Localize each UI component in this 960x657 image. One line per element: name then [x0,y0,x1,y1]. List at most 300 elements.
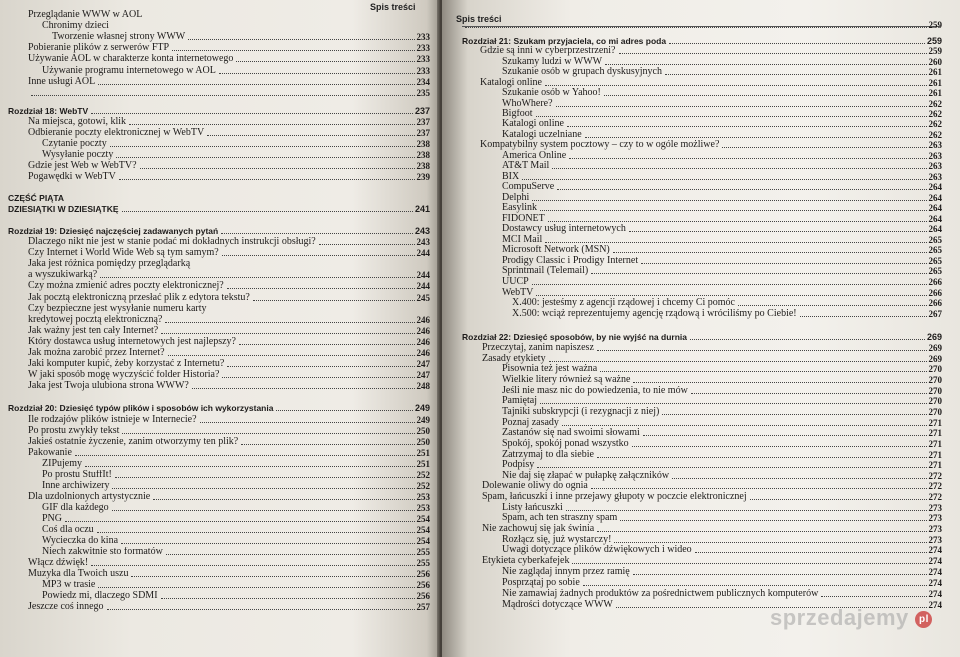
toc-entry [42,66,430,77]
entry-title: Pogawędki w WebTV [28,172,116,182]
dot-leader [585,130,927,138]
dot-leader [537,460,926,468]
entry-title: Czy Internet i World Wide Web są tym samym? [28,248,219,258]
entry-title: Jaka jest Twoja ulubiona strona WWW? [28,381,189,391]
toc-entry [502,88,942,99]
page-number: 241 [414,204,430,214]
page-number: 262 [928,130,942,140]
toc-entry [502,119,942,130]
dot-leader [98,77,414,85]
page-number: 270 [928,364,942,374]
entry-title: UUCP [502,277,529,287]
entry-title: Inne archiwizery [42,481,110,491]
entry-title: Po prostu StuffIt! [42,470,112,480]
entry-title: Katalogi online [480,78,542,88]
dot-leader [165,315,414,323]
dot-leader [200,415,415,423]
dot-leader [532,193,926,201]
entry-title: Szukamy ludzi w WWW [502,57,603,67]
dot-leader [545,235,926,243]
page-number: 265 [928,266,942,276]
entry-title: BIX [502,172,520,182]
left-page [0,0,440,657]
toc-entry [42,481,430,492]
toc-entry [42,514,430,525]
page-number: 270 [928,396,942,406]
page-number: 239 [416,172,430,182]
entry-title: Tajniki subskrypcji (i rezygnacji z niej) [502,407,660,417]
page-number: 264 [928,182,942,192]
entry-title: Zasady etykiety [482,354,546,364]
entry-title: kredytowej pocztą elektroniczną? [28,315,163,325]
toc-entry [502,364,942,375]
toc-entry [28,43,430,54]
dot-leader [31,88,415,96]
entry-title: Dla uzdolnionych artystycznie [28,492,151,502]
entry-title: Spam, łańcuszki i inne przejawy głupoty w poczcie elektronicznej [482,492,747,502]
dot-leader [221,226,413,234]
toc-entry [28,237,430,248]
dot-leader [110,139,415,147]
page-number: 269 [928,354,942,364]
page-number: 273 [928,513,942,523]
watermark-text: sprzedajemy [770,605,909,630]
dot-leader [115,470,415,478]
toc-entry [502,578,942,589]
page-number: 262 [928,119,942,129]
page-number: 250 [416,437,430,447]
dot-leader [227,281,415,289]
dot-leader [222,248,415,256]
page-number: 263 [928,172,942,182]
dot-leader [192,381,415,389]
entry-title: GIF dla każdego [42,503,109,513]
toc-entry [42,503,430,514]
dot-leader [672,471,926,479]
dot-leader [522,172,926,180]
entry-title: Uwagi dotyczące plików dźwiękowych i wideo [502,545,692,555]
page-number: 259 [928,46,942,56]
entry-title: Jeszcze coś innego [28,602,104,612]
toc-entry [502,439,942,450]
toc-entry [28,172,430,183]
toc-entry [502,203,942,214]
entry-title: MP3 w trasie [42,580,96,590]
watermark [770,605,932,631]
dot-leader [545,78,927,86]
dot-leader [641,256,926,264]
dot-leader [738,298,927,306]
page-number: 266 [928,288,942,298]
dot-leader [750,492,927,500]
entry-title: Dlaczego nikt nie jest w stanie podać mi dokładnych instrukcji obsługi? [28,237,316,247]
dot-leader [85,459,415,467]
entry-title: Bigfoot [502,109,533,119]
dot-leader [620,513,926,521]
entry-title: Prodigy Classic i Prodigy Internet [502,256,639,266]
page-number: 259 [926,36,942,46]
dot-leader [566,503,927,511]
page-number: 272 [928,492,942,502]
page-number: 237 [414,106,430,116]
page-number: 261 [928,88,942,98]
entry-title: Easylink [502,203,537,213]
page-number: 274 [928,578,942,588]
dot-leader [188,32,414,40]
page-number: 271 [928,450,942,460]
entry-title: Jaka jest różnica pomiędzy przeglądarką [28,259,191,269]
page-number: 238 [416,161,430,171]
dot-leader [122,426,414,434]
entry-title: Etykieta cyberkafejek [482,556,570,566]
dot-leader [591,481,927,489]
toc-entry [502,277,942,288]
dot-leader [227,359,414,367]
toc-entry [42,139,430,150]
toc-entry [28,270,430,281]
page-number: 251 [416,459,430,469]
page-number: 263 [928,140,942,150]
page-number: 274 [928,589,942,599]
entry-title: Gdzie są inni w cyberprzestrzeni? [480,46,616,56]
page-number: 273 [928,535,942,545]
toc-entry [482,556,942,567]
page-number: 274 [928,600,942,610]
dot-leader [140,161,415,169]
page-number: 269 [928,343,942,353]
dot-leader [131,569,414,577]
dot-leader [605,57,926,65]
entry-title: Podpisy [502,460,535,470]
toc-entry [512,298,942,309]
page-number: 267 [928,309,942,319]
page-number: 264 [928,224,942,234]
entry-title: Jaki komputer kupić, żeby korzystać z Internetu? [28,359,225,369]
page-number: 262 [928,99,942,109]
dot-leader [614,535,926,543]
dot-leader [591,266,926,274]
entry-title: Dolewanie oliwy do ognia [482,481,588,491]
page-number: 254 [416,514,430,524]
page-number: 244 [416,281,430,291]
dot-leader [633,375,926,383]
entry-title: AT&T Mail [502,161,550,171]
toc-entry [42,580,430,591]
page-number: 274 [928,556,942,566]
page-number: 264 [928,214,942,224]
page-number: 244 [416,270,430,280]
entry-title: Nie zachowuj się jak świnia [482,524,595,534]
entry-title: Mądrości dotyczące WWW [502,600,613,610]
dot-leader [112,481,414,489]
entry-title: Po prostu zwykły tekst [28,426,120,436]
dot-leader [722,140,926,148]
dot-leader [276,403,413,411]
entry-title: Pakowanie [28,448,72,458]
page-number: 243 [416,237,430,247]
dot-leader [552,161,926,169]
toc-entry [502,67,942,78]
page-number: 259 [928,20,942,30]
toc-entry [28,117,430,128]
toc-entry [502,513,942,524]
entry-title: Rozdział 19: Dziesięć najczęściej zadawanych pytań [8,226,219,236]
entry-title: Dostawcy usług internetowych [502,224,626,234]
entry-title: X.500: wciąż reprezentujemy agencję rządową i wróciliśmy po Ciebie! [512,309,797,319]
toc-entry [462,20,942,31]
toc-entry [28,426,430,437]
page-number: 271 [928,439,942,449]
entry-title: CompuServe [502,182,555,192]
toc-entry [482,481,942,492]
dot-leader [107,602,415,610]
page-number: 252 [416,481,430,491]
page-number: 249 [416,415,430,425]
entry-title: Kompatybilny system pocztowy – czy to w ogóle możliwe? [480,140,720,150]
page-header: Spis treści [370,2,416,12]
watermark-badge: pl [915,611,932,628]
page-number: 233 [416,43,430,53]
entry-title: Odbieranie poczty elektronicznej w WebTV [28,128,205,138]
dot-leader [122,204,413,212]
page-number: 273 [928,503,942,513]
toc-entry [42,459,430,470]
entry-title: Niech zakwitnie sto formatów [42,547,163,557]
toc-entry [480,46,942,57]
page-number: 264 [928,193,942,203]
dot-leader [669,36,925,44]
dot-leader [583,578,927,586]
dot-leader [161,591,415,599]
page-number: 253 [416,492,430,502]
page-number: 247 [416,370,430,380]
toc-entry [28,88,430,99]
entry-title: CZĘŚĆ PIĄTA [8,193,65,203]
page-number: 270 [928,375,942,385]
dot-leader [549,354,927,362]
toc-entry [502,224,942,235]
page-number: 257 [416,602,430,612]
entry-title: Jakieś ostatnie życzenie, zanim otworzymy ten plik? [28,437,239,447]
page-number: 270 [928,407,942,417]
entry-title: DZIESIĄTKI W DZIESIĄTKĘ [8,204,119,214]
toc-entry [28,54,430,65]
dot-leader [604,88,927,96]
page-number: 233 [416,32,430,42]
dot-leader [91,106,413,114]
chapter-heading [462,332,942,343]
entry-title: Tworzenie własnej strony WWW [52,32,186,42]
page-number: 265 [928,235,942,245]
entry-title: Używanie programu internetowego w AOL [42,66,216,76]
entry-title: Sprintmail (Telemail) [502,266,589,276]
dot-leader [241,437,414,445]
dot-leader [691,386,927,394]
dot-leader [98,580,414,588]
entry-title: Jak można zarobić przez Internet? [28,348,165,358]
toc-entry [502,245,942,256]
dot-leader [572,556,926,564]
entry-title: Jak pocztą elektroniczną przesłać plik z edytora tekstu? [28,293,250,303]
dot-leader [821,589,926,597]
entry-title: Katalogi uczelniane [502,130,582,140]
entry-title: Zastanów się nad swoimi słowami [502,428,640,438]
entry-title: Nie daj się złapać w pułapkę załączników [502,471,670,481]
toc-entry [28,437,430,448]
toc-entry [42,470,430,481]
page-number: 256 [416,580,430,590]
toc-entry [42,150,430,161]
dot-leader [119,172,415,180]
page-number: 256 [416,569,430,579]
entry-title: Wysyłanie poczty [42,150,114,160]
entry-title: Rozłącz się, już wystarczy! [502,535,612,545]
page-number: 246 [416,348,430,358]
toc-entry [502,567,942,578]
page-number: 246 [416,315,430,325]
toc-entry [28,293,430,304]
page-number: 272 [928,471,942,481]
page-number: 237 [416,117,430,127]
toc-entry [28,10,430,21]
toc-entry [52,32,430,43]
toc-entry [512,309,942,320]
page-number: 266 [928,298,942,308]
part-heading [8,204,430,215]
entry-title: Na miejsca, gotowi, klik [28,117,127,127]
page-number: 269 [926,332,942,342]
dot-leader [695,545,927,553]
page-number: 238 [416,150,430,160]
page-number: 246 [416,326,430,336]
toc-entry [42,525,430,536]
toc-entry [28,348,430,359]
entry-title: WebTV [502,288,534,298]
toc-entry [28,492,430,503]
entry-title: W jaki sposób mogę wyczyścić folder Historia? [28,370,220,380]
entry-title: Spam, ach ten straszny spam [502,513,618,523]
page-number: 235 [416,88,430,98]
entry-title: Pisownia też jest ważna [502,364,598,374]
page-number: 260 [928,57,942,67]
toc-entry [502,182,942,193]
page-number: 234 [416,77,430,87]
toc-entry [502,161,942,172]
dot-leader [540,396,927,404]
toc-entry [28,304,430,315]
dot-leader [556,99,927,107]
toc-entry [28,337,430,348]
entry-title: Chronimy dzieci [42,21,109,31]
dot-leader [557,182,926,190]
toc-entry [28,602,430,613]
page-number: 247 [416,359,430,369]
page-number: 250 [416,426,430,436]
dot-leader [800,309,927,317]
dot-leader [619,46,927,54]
page-number: 271 [928,418,942,428]
page-number: 243 [414,226,430,236]
dot-leader [100,270,414,278]
dot-leader [112,503,415,511]
dot-leader [121,536,414,544]
dot-leader [91,558,414,566]
dot-leader [633,567,927,575]
toc-entry [28,359,430,370]
dot-leader [129,117,414,125]
entry-title: WhoWhere? [502,99,553,109]
dot-leader [613,245,927,253]
toc-entry [28,281,430,292]
entry-title: PNG [42,514,63,524]
entry-title: Szukanie osób w grupach dyskusyjnych [502,67,662,77]
toc-entry [42,591,430,602]
chapter-heading [8,226,430,237]
page-number: 270 [928,386,942,396]
entry-title: Jak ważny jest ten cały Internet? [28,326,159,336]
dot-leader [536,109,927,117]
dot-leader [168,348,415,356]
page-number: 271 [928,460,942,470]
dot-leader [536,288,926,296]
dot-leader [253,293,415,301]
page-number: 271 [928,428,942,438]
page-number: 233 [416,66,430,76]
chapter-heading [8,403,430,414]
toc-entry [28,77,430,88]
entry-title: X.400: jesteśmy z agencji rządowej i chcemy Ci pomóc [512,298,735,308]
entry-title: Czy bezpieczne jest wysyłanie numeru karty [28,304,207,314]
entry-title: Muzyka dla Twoich uszu [28,569,129,579]
entry-title: Przeczytaj, zanim napiszesz [482,343,594,353]
toc-entry [28,248,430,259]
entry-title: Przeglądanie WWW w AOL [28,10,143,20]
entry-title: Nie zamawiaj żadnych produktów za pośrednictwem publicznych komputerów [502,589,819,599]
page-number: 254 [416,525,430,535]
entry-title: Katalogi online [502,119,564,129]
entry-title: Powiedz mi, dlaczego SDMI [42,591,158,601]
page-number: 255 [416,547,430,557]
page-number: 244 [416,248,430,258]
entry-title: Który dostawca usług internetowych jest najlepszy? [28,337,236,347]
entry-title: Ile rodzajów plików istnieje w Internecie? [28,415,197,425]
chapter-heading [8,106,430,117]
page-number: 261 [928,78,942,88]
dot-leader [75,448,415,456]
entry-title: a wyszukiwarką? [28,270,98,280]
entry-title: Inne usługi AOL [28,77,96,87]
entry-title: Zatrzymaj to dla siebie [502,450,594,460]
page-number: 265 [928,256,942,266]
page-number: 233 [416,54,430,64]
entry-title: Włącz dźwięk! [28,558,89,568]
page-number: 245 [416,293,430,303]
dot-leader [567,119,927,127]
dot-leader [222,370,414,378]
dot-leader [219,66,415,74]
dot-leader [665,67,927,75]
dot-leader [569,151,926,159]
dot-leader [465,20,927,28]
entry-title: Rozdział 22: Dziesięć sposobów, by nie wyjść na durnia [462,332,687,342]
right-page [442,0,960,657]
dot-leader [597,450,927,458]
page-number: 261 [928,67,942,77]
page-header: Spis treści [456,14,502,24]
page-number: 263 [928,161,942,171]
toc-entry [28,128,430,139]
toc-entry [502,396,942,407]
